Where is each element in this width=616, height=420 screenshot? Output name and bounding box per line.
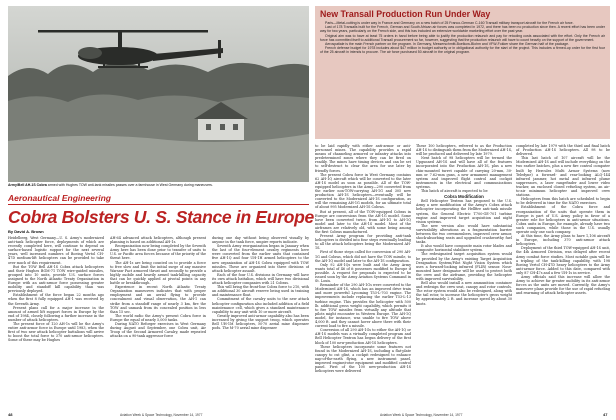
paragraph: Experience in recent North Atlantic Treaty Organization maneuvers indicates that with proper employment and an aerial flying to provide concealment and visual observation, the AH-1 can strike from a standoff range of nearly 3 km, fire the TOW and unmask from its concealed position in less than 15 sec. xyxy=(110,285,206,314)
article-column-6 xyxy=(516,144,610,410)
paragraph: Aerospatiale is the main French partner on the program. In Germany, Messerschmitt-Boelkow-Blohm and VFW-Fokker share the German half of the package. xyxy=(325,42,570,47)
paragraph: Paris—Metal-cutting is under way in France and Germany on a new batch of 25 Franco-German C-160 Transall military transport aircraft for the French air force. xyxy=(325,21,574,25)
paragraph: Helicopters from this batch are scheduled to begin to be delivered in time for the NATO exercises. xyxy=(516,197,610,206)
paragraph: It also would have composite main rotor blades and composite horizontal stabilizer system. xyxy=(416,244,512,253)
paragraph: Army officials said this increase will allow the Army to achieve far greater mobility in its anti-armor forces as the units are moved. Currently, the Army's maneuver plans provide for the use of rapid refueling and rearming of attack helicopter assets. xyxy=(516,275,610,296)
paragraph: Conversion of all 290 AH-1Gs to either the AH-1Q or AH-1S models was a virtually completed program and Bell Helicopter Textron has begun delivery of the first block of 100 new-production AH-1S helicopters. xyxy=(315,328,411,345)
paragraph: The present force of 120 AH-1s will be the Army's entire anti-armor force in Europe until 1983, when the first of two new attack helicopter battalions will arrive to boost the total force to 370 anti-armor helicopters. Some of these may be Hughes xyxy=(8,321,104,343)
paragraph: Bell also would install a new ammunition container and redesign the crew seat, canopy and rotor controls. The rotor system would also be redesigned, along with the tail rotor, to increase the helicopter's gross weight by approximately 2 ft. and increase speed by about 30 knots. xyxy=(416,281,512,306)
photo-caption xyxy=(8,183,309,187)
article-column-2 xyxy=(110,236,206,410)
section-kicker: Aeronautical Engineering xyxy=(8,193,111,203)
paragraph: French defense budget for 1978 includes about $47 million in budget authority or in obligational authority for the start of the project. This includes a firmed-up order for the first four of the 25 aircraft in intends to procure. The air force purchased 50 aircraft in the original program. xyxy=(320,46,605,55)
paragraph: Next batch of 98 helicopters will be termed the Upgunned AH-1S and will have all of the features incorporated into the Production AH-1S, plus a new chin-mounted turret capable of carrying 20-mm, 30-mm or 7.62-mm guns, a new armament management system and improved flight control and cockpit instruments in the electrical and communications systems. xyxy=(416,156,512,189)
footer-right: Aviation Week & Space Technology, November 14, 1977 xyxy=(380,413,463,417)
paragraph: Reorganization now being completed by the Seventh Army here has been done prior to transfer of units to U.S. or Pacific area forces because of the priority of the threat here. xyxy=(110,244,206,261)
paragraph: Bell Helicopter Textron has proposed to the U.S. Army a new modification of the Army's Cobra attack helicopter incorporating the Hellfire anti-tank missile system, the General Electric T700-GE-701 turbine engine and improved target acquisition and night vision systems. xyxy=(416,199,512,224)
paragraph: This batch of aircraft is expected to be xyxy=(421,189,488,194)
paragraph: The new version also would have substantial survivability alterations as a fragmentation barrier between the two crewmembers, improved crew armor, shock-absorbing seats and upgraded crashworthy fuel tanks. xyxy=(416,223,512,245)
paragraph: But at present, all of the TOW-equipped Cobras in Europe are conversions from the AH-1G model. Some have been converted twice, from AH-1G to AH-1Q model and later to the AH-1S model. Most of the airframes are relatively old, with some being among the first Cobras manufactured. xyxy=(315,209,411,234)
kicker-rule xyxy=(8,204,309,205)
paragraph: The redesignated target acquisition system would be provided by the Army's existing Target Acquisition Designation System/Pilot Night Vision System which uses a forward-looking infrared (FLIR) sensor. Nose-mounted laser designator will be used to protect both the crew and the airframe, providing the helicopter with improved survivability. xyxy=(416,252,512,281)
paragraph: The world radio the Army's present Cobra force in Europe the equal of nearly 5,000 tanks. xyxy=(110,313,206,322)
paragraph: to be laid rapidly with either anti-armor or anti-personnel mines. The capability provides a rapid means of channeling armored or infantry attacks into predetermined zones where they can be fired on readily. The mines have timing devices and can be set to self-destruct to clear the area for use later by friendly forces. xyxy=(315,144,411,173)
article-byline: By David A. Brown xyxy=(8,229,44,234)
paragraph: Deployment of the third TOW-equipped AH-1S unit, the 4th Armored Division, was delayed after recent Army combat force studies. Most notable gain will be a tripling of the tank-killing capability, with 198 Boeing Vertol CH-47D heavy helicopters to the Army anti-armor force. Added to this date, compared with only 87 CH-47s and a few UH-1s in service. xyxy=(516,246,610,275)
paragraph: Present plans call for a major increase in the amount of armed lift support forces in Europe by the end of 1984, closely following a further increase in the number of attack helicopters. xyxy=(8,305,104,322)
article-column-1 xyxy=(8,236,104,410)
page-number-left: 48 xyxy=(8,412,13,417)
article-headline: Cobra Bolsters U. S. Stance in Europe xyxy=(8,207,314,227)
paragraph: Only 92 AH-1Qs were built and the Army Army wants total of 46 of it possesses modified to Europe if possible. A request for proposals is expected to be issued soon by the Army Aviation Systems Command in St. Louis. xyxy=(315,262,411,284)
paragraph: Seventh Army reorganization began in January when the last of the four-element cavalry regiments here were converted from the earlier units that contained five AH-1Q and four UH-1H armed helicopters to the new organization of AH-1S Cobra equipped with TOW missiles. These are organized into three divisions of attack helicopter assault. xyxy=(212,244,309,273)
paragraph: Remainder of the 290 AH-1Gs were converted to the Modernized AH-1S, which has an improved drive train and more powerful Lycoming T53-L-703 engine. The improvements include replacing the earlier T53-L-13 turbine engine. This provides the helicopter with 500 lb. additional gross weight capability, which permits it to fire TOW missiles from virtually any altitude that pilots might encounter in Western Europe. The AH-1Q model, for instance, was unable to fire TOW above 4,000 ft. and they cannot hover above there with their current load to fire a missile. xyxy=(315,283,411,329)
paragraph: But the TOW Bell AH-1S Cobra attack helicopters and their Hughes BGM-71 TOW wire-guided missiles, grouped into 10 units, provide U.S. surface forces assigned to the North Atlantic Treaty Organization in Europe with an anti-armor force possessing greater mobility and standoff kill capability than was previously deployed. xyxy=(8,264,104,294)
page-number-right: 47 xyxy=(603,412,608,417)
paragraph: Greatly improved anti-armor capability also has been increased by giving the support troop, which operates Bell UH-1M helicopters, M-70 aerial mine dispenser pods. The M-70 aerial mine dispenser xyxy=(212,313,309,331)
paragraph: Present Army program for providing anti-tank helicopters is divided into four steps eventually leading to all the attack helicopters being the Modernized AH-1S. xyxy=(315,234,411,251)
sidebar-title: New Transall Production Run Under Way xyxy=(320,9,491,19)
paragraph: First of those steps called for conversion of 290 AH-1G and Cobras, which did not have the TOW missile, to the AH-1Q model and later to the AH-1S configuration. xyxy=(315,250,411,263)
paragraph: These 100 helicopters, referred to as the Production AH-1S to distinguish them from the Modernized AH-1S, will be produced and delivered by late 1979. xyxy=(416,144,512,157)
paragraph: These helicopters incorporate some features not found in the Modernized AH-1S, including a flat-plate canopy to cut glint, a cockpit redesigned to enhance nap-of-the-earth flying, a new instrument panel, improved engine/rotor equipment and modified control panel. First of the 100 new-production AH-1S helicopters were delivered xyxy=(315,344,411,374)
paragraph: This last batch of 107 aircraft will be the Modernized AH-1S and will include everything on the two earlier batches, plus a new fire control computer built by Hercules Multi Armor Systems (now Teledyne) a forward- and rear-looking ALQ-144 infrared jammer, hot metal and infrared plume suppressors, a laser rangefinder and lower video tracker, an enclosed closed refueling system, an air-to-air minimum helicopter and improved crew stations. xyxy=(516,156,610,198)
footer-left: Aviation Week & Space Technology, November 14, 1977 xyxy=(120,413,203,417)
paragraph: This will bring the front-line Cobra force to 210, with an additional 30 aircraft reserve being used in training and maintenance float. xyxy=(212,285,309,298)
paragraph: The present Cobra force in West Germany contains 62 AH-1Q aircraft which will be converted to the later AH-1S model as soon as possible. All of the TOW-equipped helicopters in the Army—290 converted from the earlier non-TOW-carrying AH-1G and 305 new production AH-1S helicopters—eventually will be converted to the Modernized AH-1S configuration, as will the remaining AH-1G models, for an ultimate total of about 995 Modernized AH-1S Cobras. xyxy=(315,172,411,210)
paragraph: Establishment of the force began 22 months ago when the first 8 fully equipped AH-1 was received by the Seventh Army. xyxy=(8,293,104,306)
cobra-modification-subhead: Cobra Modification xyxy=(444,194,484,200)
paragraph: AH-64 advanced attack helicopters, although present planning is based on additional AH-1s. xyxy=(110,236,206,245)
helicopter-photo xyxy=(8,6,309,182)
paragraph: Establishment of the Cobra force and reorganization of the units that operate them in Europe is part of U.S. Army policy in favor of a greater role for helicopters in anti-armor situations. Cobra units in Europe, for example, already have two such companies, while those in the U.S. usually operate only one such company. xyxy=(516,205,610,234)
article-column-4 xyxy=(315,144,411,410)
article-column-5 xyxy=(416,144,512,410)
paragraph: Heidelberg, West Germany—U. S. Army's modernized anti-tank helicopter force, deployments of which are recently completed here, will continue to depend on surface-based logistic support for the next several years, well increased numbers of Boeing Vertol CH-47D medium-lift helicopters can be provided to take over much of this requirement. xyxy=(8,236,104,265)
paragraph: Commitment of the cavalry units to the new attack helicopter configuration also included addition of a field maintenance cell, which gives a standard maintenance capability to any unit with 10 or more aircraft. xyxy=(212,297,309,314)
paragraph: Original aim was to have at least 75 orders in hand before being able to justify the production relaunch and pay for retooling costs associated with the effort. Only the French air force has committed itself to additional Transall procurement so far, however, suggesting that the production relaunch will have to count heavily on the support of the government. xyxy=(320,33,605,42)
paragraph: Last of 178 Transalls built for the French, German and South African air forces was completed in 1972, and there has been no production since then. A recent effort has been under way for two years, particularly on the French side, and this has included an extensive worldwide marketing effort over the past year. xyxy=(320,25,605,34)
paragraph: During NATO Reforger exercises in West Germany during August and September, one Cobra unit, Air Troop of the Second Armored Cavalry, made repeated attacks on a 90-tank aggressor force xyxy=(110,321,206,339)
paragraph: Each of the four U.S. divisions in Germany will have its own attack battalion, which will have two divisional attack helicopter companies with 21 Cobras. xyxy=(212,272,309,286)
article-column-3 xyxy=(212,236,309,410)
sidebar-body xyxy=(320,21,605,55)
paragraph: At this time, the Army plans to have 1,106 aircraft in Europe, including 370 anti-armor attack helicopters. xyxy=(516,234,610,247)
paragraph: during one day without being observed visually by anyone in the tank force, umpire reports indicate. xyxy=(212,236,309,245)
caption-lead: Army/Bell AH-1S Cobra xyxy=(8,183,47,187)
sidebar-box xyxy=(315,6,610,139)
paragraph: completed by late 1979 with the third and final batch of Production AH-1S helicopters. All 98 to be delivered. xyxy=(516,144,610,157)
caption-text: armed with Hughes TOW anti-tank missiles passes over a farmhouse in West Germany during maneuvers. xyxy=(46,183,213,187)
photo-illustration xyxy=(8,6,309,182)
paragraph: The AH-1s are being counted on to provide a force to free slow and limit the initial surge of any massive Warsaw Pact armored thrust and secondly to provide a highly mobile and heavily armed tank-killing capacity that can be quickly applied at pivotal points in any battle or breakthrough. xyxy=(110,260,206,286)
